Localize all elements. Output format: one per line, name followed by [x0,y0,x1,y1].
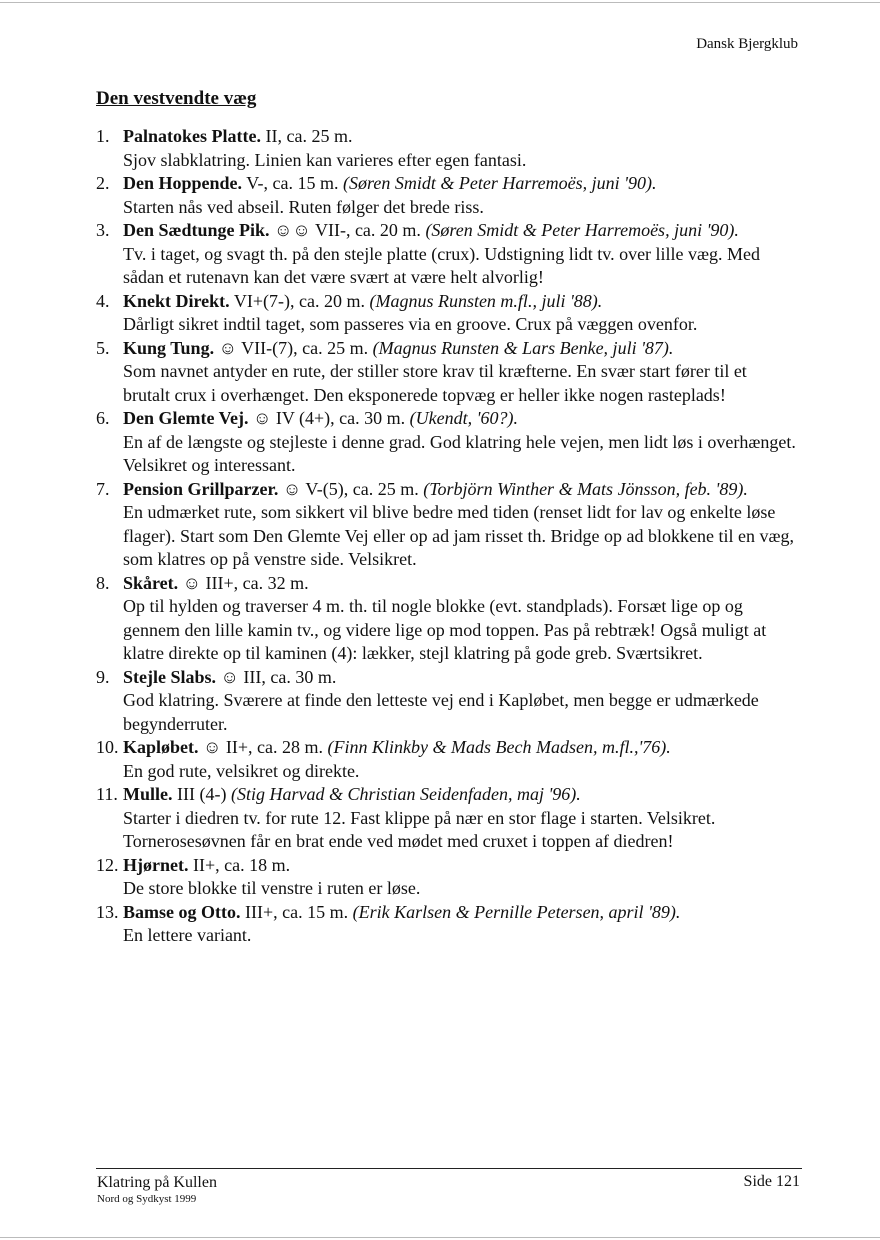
route-item [96,219,796,290]
route-name: Den Glemte Vej. [123,408,249,428]
route-body [123,172,796,219]
route-name: Den Sædtunge Pik. [123,220,270,240]
route-number: 12. [96,854,119,875]
route-name: Pension Grillparzer. [123,478,279,499]
route-list [96,125,796,948]
route-body [123,478,796,572]
route-body [123,219,796,290]
route-name: Skåret. [123,572,179,593]
route-number: 6. [96,408,110,428]
route-number: 2. [96,173,110,193]
route-description: Starter i diedren tv. for rute 12. Fast klippe på nær en stor flage i starten. Velsikret. Tornerosesøvnen får en brat ende ved mødet med cruxet i toppen af diedren! [123,807,716,851]
route-body [123,854,796,901]
footer-title-block [97,1173,217,1206]
route-credit: (Magnus Runsten & Lars Benke, juli '87). [372,337,674,358]
route-grade: ☺ III+, ca. 32 m. [178,572,309,593]
route-description: En god rute, velsikret og direkte. [123,760,360,781]
route-number: 8. [96,572,110,593]
route-item [96,172,796,219]
route-number: 10. [96,737,119,757]
footer-divider [96,1168,802,1169]
route-body [123,407,796,478]
route-grade: ☺ III, ca. 30 m. [216,666,337,687]
route-credit: (Ukendt, '60?). [409,408,518,428]
route-number: 13. [96,901,119,922]
route-body [123,901,796,948]
route-description: Sjov slabklatring. Linien kan varieres efter egen fantasi. [123,149,527,170]
route-name: Mulle. [123,784,173,804]
page-number: Side 121 [743,1173,800,1190]
route-name: Kapløbet. [123,737,199,757]
route-number: 4. [96,290,110,311]
route-name: Hjørnet. [123,854,189,875]
route-item [96,290,796,337]
running-header: Dansk Bjergklub [696,36,798,52]
route-name: Knekt Direkt. [123,290,230,311]
route-credit: (Torbjörn Winther & Mats Jönsson, feb. '89). [423,478,748,499]
route-number: 3. [96,220,110,240]
route-credit: (Søren Smidt & Peter Harremoës, juni '90). [343,173,657,193]
route-description: Som navnet antyder en rute, der stiller store krav til kræfterne. En svær start fører til et brutalt crux i overhænget. Den eksponerede topvæg er heller ikke nogen rasteplads! [123,361,747,405]
route-credit: (Stig Harvad & Christian Seidenfaden, maj '96). [230,784,581,804]
route-body [123,783,796,854]
footer-title: Klatring på Kullen [97,1174,217,1191]
scan-edge-bottom [0,1237,880,1238]
route-grade: ☺ II+, ca. 28 m. [198,737,328,757]
route-body [123,337,796,408]
route-item [96,901,796,948]
route-item [96,337,796,408]
route-grade: II, ca. 25 m. [260,126,353,146]
route-description: Op til hylden og traverser 4 m. th. til nogle blokke (evt. standplads). Forsæt lige op og gennem den lille kamin tv., og videre lige op mod toppen. Pas på rebtræk! Også muligt at klatre direkte op til kaminen (4): lækker, stejl klatring på gode greb. Sværtsikret. [123,596,767,663]
route-body [123,290,796,337]
route-item [96,572,796,666]
route-number: 5. [96,337,110,358]
route-body [123,572,796,666]
route-grade: ☺☺ VII-, ca. 20 m. [269,220,426,240]
route-item [96,407,796,478]
route-number: 7. [96,478,110,499]
route-item [96,125,796,172]
route-description: Starten nås ved abseil. Ruten følger det brede riss. [123,196,484,217]
route-item [96,736,796,783]
footer-subtitle: Nord og Sydkyst 1999 [97,1193,197,1205]
route-credit: (Magnus Runsten m.fl., juli '88). [369,290,603,311]
section-title: Den vestvendte væg [96,88,257,109]
route-grade: ☺ V-(5), ca. 25 m. [278,478,424,499]
route-credit: (Søren Smidt & Peter Harremoës, juni '90). [425,220,739,240]
route-description: En udmærket rute, som sikkert vil blive bedre med tiden (renset lidt for lav og enkelte løse flager). Start som Den Glemte Vej eller op ad jam risset th. Bridge op ad blokkene til en væg, som klatres op på venstre side. Velsikret. [123,502,795,569]
route-body [123,736,796,783]
route-grade: III (4-) [172,784,231,804]
route-description: Tv. i taget, og svagt th. på den stejle platte (crux). Udstigning lidt tv. over lille væg. Med sådan et rutenavn kan det være svært at være helt alvorlig! [123,243,761,287]
route-number: 11. [96,784,118,804]
route-item [96,783,796,854]
route-grade: V-, ca. 15 m. [242,173,344,193]
route-body [123,125,796,172]
route-grade: III+, ca. 15 m. [240,901,353,922]
route-description: God klatring. Sværere at finde den letteste vej end i Kapløbet, men begge er udmærkede begynderruter. [123,690,759,734]
route-name: Bamse og Otto. [123,901,241,922]
route-credit: (Finn Klinkby & Mads Bech Madsen, m.fl.,'76). [327,737,671,757]
route-grade: II+, ca. 18 m. [188,854,291,875]
route-grade: VI+(7-), ca. 20 m. [229,290,370,311]
route-grade: ☺ IV (4+), ca. 30 m. [248,408,410,428]
route-item [96,854,796,901]
route-description: Dårligt sikret indtil taget, som passeres via en groove. Crux på væggen ovenfor. [123,314,698,334]
route-name: Palnatokes Platte. [123,126,261,146]
route-name: Stejle Slabs. [123,666,217,687]
route-description: De store blokke til venstre i ruten er løse. [123,878,421,898]
route-name: Den Hoppende. [123,173,243,193]
route-description: En af de længste og stejleste i denne grad. God klatring hele vejen, men lidt løs i overhænget. Velsikret og interessant. [123,431,796,475]
route-item [96,666,796,737]
route-number: 1. [96,126,110,146]
route-number: 9. [96,666,110,687]
route-item [96,478,796,572]
route-credit: (Erik Karlsen & Pernille Petersen, april '89). [352,901,681,922]
route-body [123,666,796,737]
route-name: Kung Tung. [123,337,215,358]
route-grade: ☺ VII-(7), ca. 25 m. [214,337,373,358]
scan-edge-top [0,2,880,3]
route-description: En lettere variant. [123,925,252,945]
